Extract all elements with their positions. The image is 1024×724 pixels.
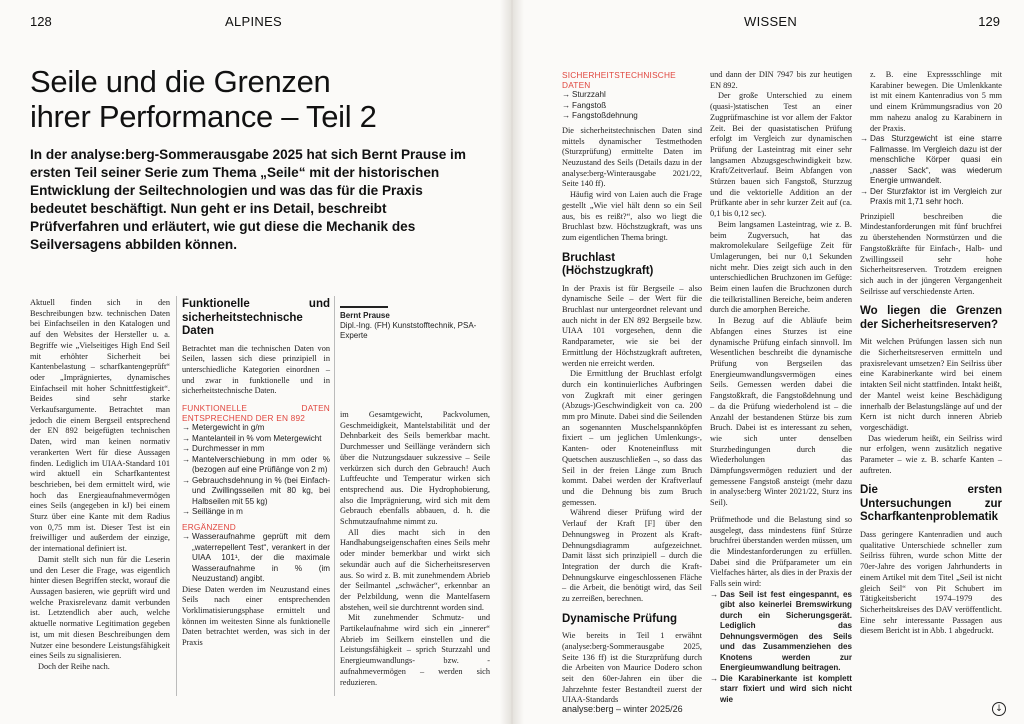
list-item: → Mantelanteil in % vom Metergewicht [182,434,330,445]
paragraph: All dies macht sich in den Handhabungseigenschaften eines Seils mehr oder minder bemerkbar und wirkt sich sekundär auch auf die Sicherheitsreserven aus. So wird z. B. mit zunehmendem Abrieb der Seilmantel „schwächer“, erkennbar an der Pelzbildung, wenn die Mantelfasern abstehen, weil sie durchtrennt worden sind. [340,527,490,612]
list-item: → Fangstoß [562,101,702,112]
title-line-2: ihrer Performance – Teil 2 [30,99,377,134]
paragraph: Das wiederum heißt, ein Seilriss wird nur erfolgen, wenn zusätzlich negative Parameter – wie z. B. scharfe Kanten – auftreten. [860,433,1002,475]
red-label: ERGÄNZEND [182,521,236,532]
safety-data-list [562,90,702,122]
paragraph: Doch der Reihe nach. [38,661,110,671]
red-label: SICHERHEITSTECHNISCHE DATEN [562,70,676,91]
left-column-2 [182,298,330,649]
right-page [512,0,1024,724]
list-item: → Das Sturzgewicht ist eine starre Fallmasse. Im Vergleich dazu ist der menschliche Körper quasi ein „nasser Sack“, was wiederum Energie umwandelt. [860,134,1002,187]
paragraph: Während dieser Prüfung wird der Verlauf der Kraft [F] über den Dehnungsweg in Prozent als Kraft-Dehnungsdiagramm aufgezeichnet. Damit lässt sich prinzipiell – durch die Integration der durch die Kraft-Dehnungskurve eingeschlossenen Fläche – die Arbeit, die benötigt wird, das Seil zu zerreißen, berechnen. [562,508,702,604]
section-heading: Die ersten Untersuchungen zur Scharfkantenproblematik [860,484,1002,524]
paragraph: und dann der DIN 7947 bis zur heutigen EN 892. [710,70,852,90]
paragraph: Wie bereits in Teil 1 erwähnt (analyse:berg-Sommerausgabe 2025, Seite 136 ff) ist die Sturzprüfung durch die Arbeiten von Maurice Dodero schon seit den 60er-Jahren ein über die Jahrzehnte fester Bestandteil zuerst der UIAA-Standards [562,631,702,705]
down-arrow-icon[interactable]: ↓ [992,702,1006,716]
author-name: Bernt Prause [340,311,390,320]
page-number-left: 128 [30,14,52,29]
left-column-3 [340,410,490,688]
paragraph: Der große Unterschied zu einem (quasi-)statischen Test an einer Zugprüfmaschine ist vor allem der Faktor Zeit. Bei der quasistatischen Prüfung erfolgt im Vergleich zur dynamischen Prüfung der Lasteintrag mit einer sehr langsamen Abzugsgeschwindigkeit bzw. Kraft/Zeitverlauf. Beim Abfangen von Stürzen bauen sich Fangstoß, Sturzzug und die vektorielle Addition an der Prüfkante aber in sehr kurzer Zeit auf (ca. 0,1 bis 0,12 sec). [710,91,852,219]
paragraph: Betrachtet man die technischen Daten von Seilen, lassen sich diese prinzipiell in unterschiedliche Kategorien einordnen – und zwar in funktionelle und in sicherheitstechnische Daten. [182,343,330,396]
column-divider [176,296,177,696]
paragraph: Dass geringere Kantenradien und auch qualitative Unterschiede schneller zum Seilriss führen, wurde schon Mitte der 70er-Jahre des vorigen Jahrhunderts in einem Artikel mit dem Titel „Seil ist nicht gleich Seil“ von Pit Schubert im Tätigkeitsbericht 1974–1979 des Sicherheitskreises des DAV veröffentlicht. Eine sehr interessante Passagen aus diesem Bericht ist in Abb. 1 abgedruckt. [860,529,1002,636]
list-item: → Fangstoßdehnung [562,111,702,122]
right-column-3 [860,70,1002,637]
paragraph: In der Praxis ist für Bergseile – also dynamische Seile – der Wert für die Bruchlast nur untergeordnet relevant und auch nicht in der EN 892 Bergseile bzw. UIAA 101 vorgesehen, denn die Randparameter, wie sie bei der Ermittlung der Höchstzugkraft auftreten, werden nie erreicht werden. [562,283,702,368]
paragraph: Aktuell finden sich in den Beschreibungen bzw. technischen Daten bei Einfachseilen in den Katalogen und auf den Websites der Hersteller u. a. Begriffe wie „Vielseitiges High End Seil mit erhöhter Sicherheit bei Kantenbelastung – scharfkantengeprüft“ oder „Imprägniertes, dynamisches Einfachseil mit hoher Schnittfestigkeit“. Beides sind sehr starke Verkaufsargumente. Betrachtet man jedoch die einem Bergseil entsprechend der EN 892 beigefügten technischen Daten, wird man keinen normativ verankerten Wert für diese Aussagen finden. Lediglich im UIAA-Standard 101 wird aktuell ein Scharfkantentest beschrieben, bei dem ermittelt wird, wie hoch das Energieaufnahmevermögen eines Seils (angegeben in kJ) bei einem Sturz über eine Kante mit dem Radius von 0,75 mm ist. Dieser Test ist ein freiwilliger und außerdem der einzige, der international definiert ist. [30,298,170,554]
paragraph: Damit stellt sich nun für die Leserin und den Leser die Frage, was eigentlich hinter diesen Begriffen steckt, worauf die Aussagen basieren, wie geprüft wird und welche Praxisrelevanz damit verbunden ist. Letztendlich aber auch, welche aktuelle normative Legitimation gegeben ist, um mit diesen Beschreibungen dem Nutzer eine besondere Leistungsfähigkeit eines Seils zu signalisieren. [30,554,170,661]
section-heading: Funktionelle und sicherheitstechnische Daten [182,298,330,337]
list-item: → Mantelverschiebung in mm oder % (bezogen auf eine Prüflänge von 2 m) [182,455,330,476]
section-heading: Dynamische Prüfung [562,612,678,625]
paragraph: Die sicherheitstechnischen Daten sind mittels dynamischer Testmethoden (Sturzprüfung) ermittelte Daten im Neuzustand des Seils (Details dazu in der analyse:berg-Winterausgabe 2021/22, Seite 140 ff). [562,125,702,189]
list-item: → Gebrauchsdehnung in % (bei Einfach- und Zwillingsseilen mit 80 kg, bei Halbseilen mit 55 kg) [182,476,330,508]
article-title [30,64,470,134]
column-divider [334,296,335,696]
right-column-1 [562,70,702,706]
author-title: Dipl.-Ing. (FH) Kunststofftechnik, PSA-Experte [340,321,477,340]
supplementary-data-list [182,532,330,585]
list-item: → Metergewicht in g/m [182,423,330,434]
title-line-1: Seile und die Grenzen [30,64,331,99]
paragraph: Häufig wird von Laien auch die Frage gestellt „Wie viel hält denn so ein Seil aus, bis es reißt?“, also wo liegt die Bruchlast bzw. Höchstzugkraft, was uns zum eigentlichen Thema bringt. [562,190,702,242]
list-item: → Das Seil ist fest eingespannt, es gibt also keinerlei Bremswirkung durch ein Sicherungsgerät. Lediglich das Dehnungsvermögen des Seils und das Zusammenziehen des Knotens werden zur Energieumwandlung beitragen. [710,590,852,674]
right-column-2 [710,70,852,705]
paragraph: Prüfmethode und die Belastung sind so ausgelegt, dass mindestens fünf Stürze bruchfrei überstanden werden müssen, um die Mindestanforderungen zu erfüllen. Dabei sind die Prüfparameter um ein Vielfaches härter, als dies in der Praxis der Falls sein wird: [710,514,852,589]
list-item: → Durchmesser in mm [182,444,330,455]
red-label: FUNKTIONELLE DATEN ENTSPRECHEND DER EN 892 [182,403,330,424]
paragraph: Die Ermittlung der Bruchlast erfolgt durch ein kontinuierliches Aufbringen von Zugkraft mit einer geringen (Abzugs-)Geschwindigkeit von ca. 200 mm pro Minute. Dabei sind die Seilenden an sogenannten Muschelspannköpfen fixiert – um jeglichen Umlenkungs-, Kanten- oder Knoteneinfluss mit Quetschen auszuschließen –, so dass das Seil in der freien Länge zum Bruch kommt. Dabei werden der Kraftverlauf und die Dehnung bis zum Bruch gemessen. [562,369,702,507]
paragraph: Diese Daten werden im Neuzustand eines Seils nach einer entsprechenden Vorklimatisierungsphase ermittelt und können im weitesten Sinne als funktionelle Daten betrachtet werden, was sich in der Praxis [182,584,330,648]
functional-data-list [182,423,330,518]
book-gutter [500,0,524,724]
test-conditions-list [710,590,852,706]
list-item: → Seillänge in m [182,507,330,518]
paragraph: In Bezug auf die Abläufe beim Abfangen eines Sturzes ist eine dynamische Prüfung einfach sinnvoll. Im Wesentlichen beschreibt die dynamische Prüfung von Bergseilen das Energieumwandlungsvermögen eines Seils. Gemessen werden dabei die Fangstoßkraft, die Fangstoßdehnung und – da die Prüfung wiederholend ist – die Anzahl der bestandenen Stürze bis zum Bruch. Dabei ist es interessant zu sehen, wie sich unter denselben Sturzbedingungen durch die Wiederholungen das Dämpfungsvermögen reduziert und der gemessene Fangstoß ansteigt (mehr dazu in analyse:berg Winter 2021/22, Sturz ins Seil). [710,316,852,508]
test-conditions-list-continued [860,134,1002,208]
section-heading: Bruchlast (Höchstzugkraft) [562,251,654,278]
section-heading: Wo liegen die Grenzen der Sicherheitsreserven? [860,305,1002,331]
paragraph: Prinzipiell beschreiben die Mindestanforderungen mit fünf bruchfrei zu überstehenden Normstürzen und die Fangstoßkräfte für Einfach-, Halb- und Zwillingsseil sehr hohe Sicherheitsreserven. Trotzdem ereignen sich auch in der jüngeren Vergangenheit Seilrisse auf verschiedenste Arten. [860,211,1002,296]
article-lead: In der analyse:berg-Sommerausgabe 2025 hat sich Bernt Prause im ersten Teil seiner Serie zum Thema „Seile“ mit der historischen Entwicklung der Seiltechnologien und was das für die Praxis bedeutet beschäftigt. Nun geht er ins Detail, beschreibt Prüfverfahren und erläutert, wie gut diese die Mechanik des Seilversagens abbilden können. [30,147,466,252]
list-item: → Sturzzahl [562,90,702,101]
paragraph: Mit welchen Prüfungen lassen sich nun die Sicherheitsreserven ermitteln und praxisrelevant umsetzen? Ein Seilriss über eine Karabinerkante wird bei einem intakten Seil nicht stattfinden. Intakt heißt, der Mantel weist keine Beschädigung innerhalb der Belastungslänge auf und der Kern ist nicht durch inneren Abrieb vorgeschädigt. [860,337,1002,432]
paragraph: z. B. eine Expressschlinge mit Karabiner bewegen. Die Umlenkkante ist mit einem Kantenradius von 5 mm und einem Krümmungsradius von 20 mm nahezu analog zu Karabinern in der Praxis. [870,70,1002,133]
paragraph: im Gesamtgewicht, Packvolumen, Geschmeidigkeit, Mantelstabilität und der Dehnbarkeit des Seils bemerkbar macht. Durchmesser und Seillänge verändern sich über die Nutzungsdauer sukzessive – Seile verkürzen sich durch den Gebrauch! Auch Luftfeuchte und Temperatur wirken sich entsprechend aus. Die Hydrophobierung, also die Imprägnierung, wird sich mit dem Gebrauch ebenfalls abbauen, d. h. die Schmutzaufnahme nimmt zu. [340,410,490,527]
author-box [340,306,490,341]
list-item: → Wasseraufnahme geprüft mit dem „waterrepellent Test“, verankert in der UIAA 101¹, der die maximale Wasseraufnahme in % (im Neuzustand) angibt. [182,532,330,585]
footer-text: analyse:berg – winter 2025/26 [562,704,683,714]
author-rule [340,306,388,308]
page-number-right: 129 [978,14,1000,29]
paragraph: Beim langsamen Lasteintrag, wie z. B. beim Zugversuch, hat das makromolekulare Seilgefüge Zeit für Umlagerungen, bei nur 0,1 Sekunden nicht mehr. Dies zeigt sich auch in den unterschiedlichen Bruchzonen im Gefüge: Beim einen laufen die Bruchzonen durch die teilkristallinen Bereiche, beim anderen durch die amorphen Bereiche. [710,219,852,315]
left-column-1 [30,298,170,673]
list-item: → Der Sturzfaktor ist im Vergleich zur Praxis mit 1,71 sehr hoch. [860,187,1002,208]
section-label-left: ALPINES [225,14,283,29]
section-label-right: WISSEN [744,14,798,29]
list-item: → Die Karabinerkante ist komplett starr fixiert und wird sich nicht wie [710,674,852,706]
paragraph: Mit zunehmender Schmutz- und Partikelaufnahme wird sich ein „innerer“ Abrieb im Seilkern einstellen und die Leistungsfähigkeit – sprich Sturzzahl und Energieumwandlungs- bzw. -aufnahmevermögen – werden sich reduzieren. [340,613,490,687]
